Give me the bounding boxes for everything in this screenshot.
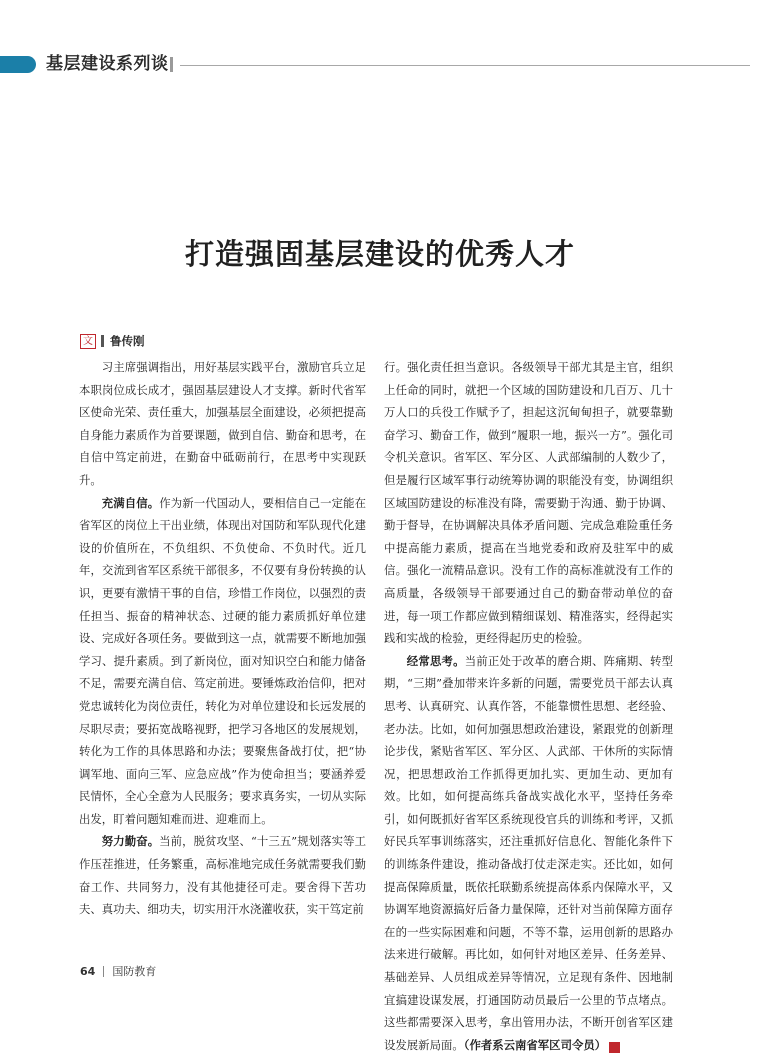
footer-divider — [103, 966, 104, 977]
author-line — [80, 333, 145, 349]
page-footer — [80, 963, 156, 979]
header-accent-bar — [0, 56, 36, 73]
paragraph-continuation: 行。强化责任担当意识。各级领导干部尤其是主官，组织上任命的同时，就把一个区域的国防建设和几百万、几十万人口的兵役工作赋予了，担起这沉甸甸担子，就要靠勤奋学习、勤奋工作，做到“履职一地，振兴一方”。强化司令机关意识。省军区、军分区、人武部编制的人数少了，但是履行区域军事行动统筹协调的职能没有变，协调组织区域国防建设的标准没有降，需要勤于沟通、勤于协调、勤于督导，在协调解决具体矛盾问题、完成急难险重任务中提高能力素质，提高在当地党委和政府及驻军中的威信。强化一流精品意识。没有工作的高标准就没有工作的高质量，各级领导干部要通过自己的勤奋带动单位的奋进，每一项工作都应做到精细谋划、精准落实，经得起实践和实战的检验，更经得起历史的检验。 — [384, 360, 673, 646]
paragraph-body: 当前正处于改革的磨合期、阵痛期、转型期，“三期”叠加带来许多新的问题，需要党员干部去认真思考、认真研究、认真作答，不能靠惯性思想、老经验、老办法。比如，如何加强思想政治建设，紧跟党的创新理论步伐，紧贴省军区、军分区、人武部、干休所的实际情况，把思想政治工作抓得更加扎实、更加生动、更加有效。比如，如何提高练兵备战实战化水平，坚持任务牵引，如何既抓好省军区系统现役官兵的训练和考评，又抓好民兵军事训练落实，还注重抓好信息化、智能化条件下的训练条件建设，推动备战打仗走深走实。还比如，如何提高保障质量，既依托联勤系统提高体系内保障水平，又协调军地资源搞好后备力量保障，还针对当前保障方面存在的一些实际困难和问题，不等不靠，运用创新的思路办法来进行破解。再比如，如何针对地区差异、任务差异、基础差异、人员组成差异等情况，立足现有条件、因地制宜搞建设谋发展，打通国防动员最后一公里的节点堵点。这些都需要深入思考，拿出管用办法，不断开创省军区建设发展新局面。 — [384, 653, 673, 1052]
author-divider — [101, 335, 104, 347]
article-title: 打造强固基层建设的优秀人才 — [184, 237, 575, 272]
paragraph-thinking — [384, 650, 673, 1056]
paragraph-lead: 经常思考。 — [406, 653, 465, 668]
article-column-left — [79, 356, 366, 921]
paragraph-body: 当前，脱贫攻坚、“十三五”规划落实等工作压茬推进，任务繁重，高标准地完成任务就需要我们勤奋工作、共同努力，没有其他捷径可走。要舍得下苦功夫、真功夫、细功夫，切实用汗水浇灌收获，实干笃定前 — [79, 834, 366, 917]
paragraph-lead: 充满自信。 — [101, 495, 160, 510]
header-rule — [180, 65, 750, 66]
publication-name: 国防教育 — [112, 965, 157, 978]
series-label: 基层建设系列谈 — [46, 54, 169, 74]
header-divider-mark — [170, 57, 173, 72]
paragraph-body: 作为新一代国动人，要相信自己一定能在省军区的岗位上干出业绩，体现出对国防和军队现代化建设的价值所在，不负组织、不负使命、不负时代。近几年，交流到省军区系统干部很多，不仅要有身份转换的认识，更要有激情干事的自信，珍惜工作岗位，以强烈的责任担当、振奋的精神状态、过硬的能力素质抓好单位建设、完成好各项任务。要做到这一点，就需要不断地加强学习、提升素质。到了新岗位，面对知识空白和能力储备不足，需要充满自信、笃定前进。要锤炼政治信仰，把对党忠诚转化为岗位责任，转化为对单位建设和长远发展的尽职尽责；要拓宽战略视野，把学习各地区的发展规划，转化为工作的具体思路和办法；要聚焦备战打仗，把“协调军地、面向三军、应急应战”作为使命担当；要涵养爱民情怀，全心全意为人民服务；要求真务实，一切从实际出发，盯着问题知难而进、迎难而上。 — [79, 495, 366, 826]
paragraph-confidence — [79, 492, 366, 831]
article-column-right — [384, 356, 673, 1056]
end-mark-icon: G — [609, 1042, 620, 1053]
page-number: 64 — [80, 964, 96, 978]
paragraph-diligence — [79, 830, 366, 920]
author-name: 鲁传刚 — [110, 334, 145, 348]
wen-badge-icon: 文 — [80, 334, 96, 349]
author-byline: （作者系云南省军区司令员） — [463, 1037, 607, 1052]
paragraph-lead: 努力勤奋。 — [101, 834, 160, 849]
paragraph-intro: 习主席强调指出，用好基层实践平台，激励官兵立足本职岗位成长成才，强固基层建设人才支撑。新时代省军区使命光荣、责任重大，加强基层全面建设，必须把提高自身能力素质作为首要课题，做到自信、勤奋和思考，在自信中笃定前进，在勤奋中砥砺前行，在思考中实现跃升。 — [79, 360, 366, 487]
